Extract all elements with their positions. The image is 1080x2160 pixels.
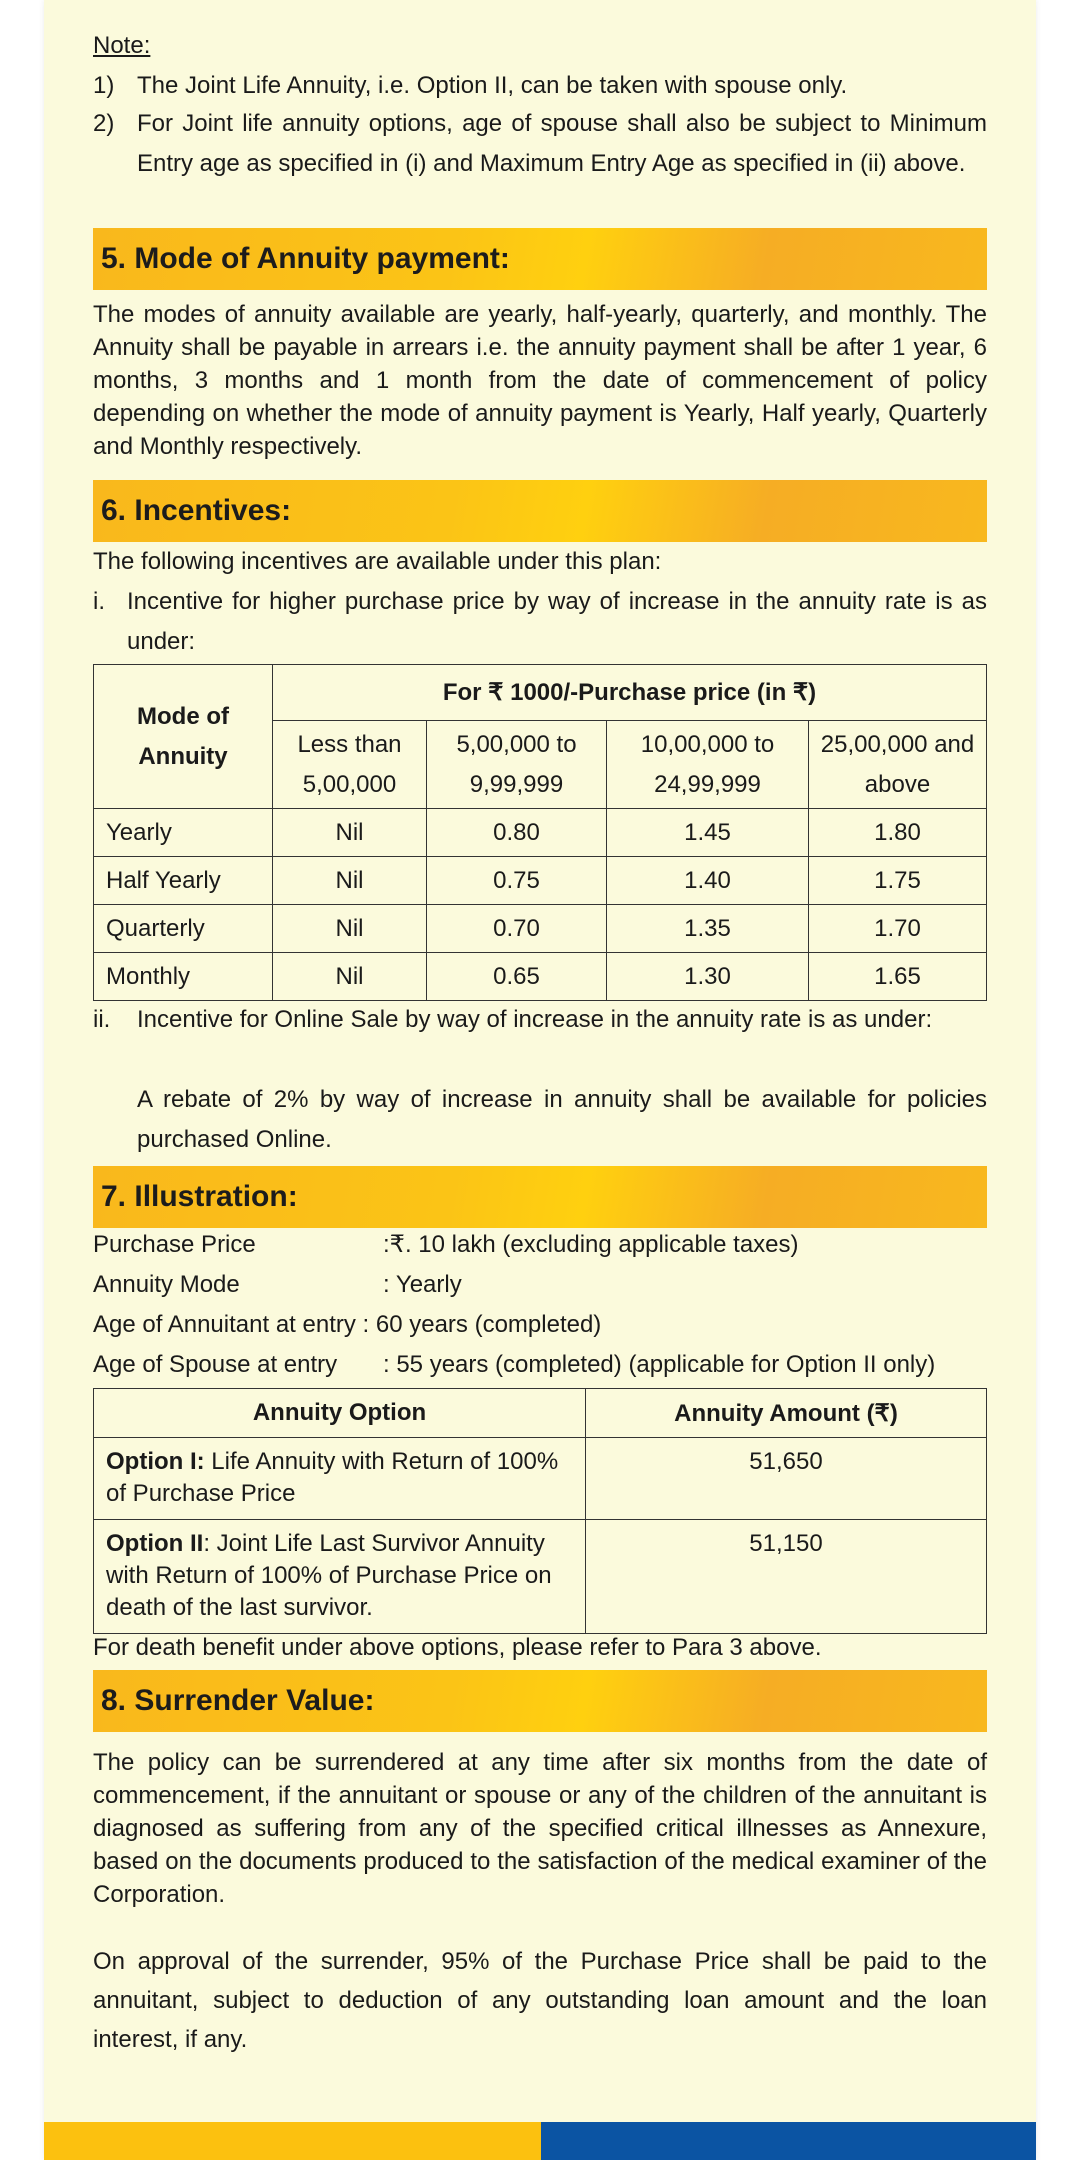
surrender-paragraph-2: On approval of the surrender, 95% of the Purchase Price shall be paid to the annuitant, subject to deduction of any outstanding loan amount and the loan interest, if any. <box>93 1948 987 2053</box>
column-header: 10,00,000 to 24,99,999 <box>607 721 809 809</box>
incentive-item-text: Incentive for higher purchase price by way of increase in the annuity rate is as under: <box>127 588 987 655</box>
illustration-table <box>93 1388 987 1634</box>
table-row <box>94 857 987 905</box>
section-5-heading: 5. Mode of Annuity payment: <box>101 242 510 275</box>
incentive-item-text: Incentive for Online Sale by way of increase in the annuity rate is as under: <box>137 1006 933 1033</box>
table-cell: Nil <box>273 905 427 953</box>
column-header: 25,00,000 and above <box>809 721 987 809</box>
table-cell: 1.35 <box>607 905 809 953</box>
table-cell: 0.75 <box>427 857 607 905</box>
table-cell: Nil <box>273 857 427 905</box>
illustration-field <box>93 1345 935 1385</box>
table-cell: 0.65 <box>427 953 607 1001</box>
table-row <box>94 953 987 1001</box>
field-label: Purchase Price <box>93 1231 256 1258</box>
illustration-field <box>93 1225 799 1265</box>
row-mode: Monthly <box>94 953 273 1001</box>
table-row <box>94 1520 987 1634</box>
incentive-item-number: i. <box>93 588 105 615</box>
table-row <box>94 1438 987 1520</box>
field-value: : 55 years (completed) (applicable for Option II only) <box>383 1351 936 1378</box>
annuity-option-header: Annuity Option <box>94 1389 586 1438</box>
section-5-body: The modes of annuity available are yearly, half-yearly, quarterly, and monthly. The Annuity shall be payable in arrears i.e. the annuity payment shall be after 1 year, 6 months, 3 months and 1 month from the date of commencement of policy depending on whether the mode of annuity payment is Yearly, Half yearly, Quarterly and Monthly respectively. <box>93 301 987 460</box>
note-item-text: The Joint Life Annuity, i.e. Option II, can be taken with spouse only. <box>137 72 848 99</box>
document-page <box>44 0 1036 2160</box>
table-cell: 1.75 <box>809 857 987 905</box>
incentive-table <box>93 664 987 1001</box>
field-label: Age of Spouse at entry <box>93 1351 338 1378</box>
section-6-heading: 6. Incentives: <box>101 494 292 527</box>
table-cell: 1.80 <box>809 809 987 857</box>
option-label: Option II <box>106 1530 204 1557</box>
annuity-option-cell <box>94 1438 586 1520</box>
table-row <box>94 809 987 857</box>
note-item-number: 2) <box>93 110 115 137</box>
table-cell: 0.70 <box>427 905 607 953</box>
incentive-item-number: ii. <box>93 1006 111 1033</box>
field-value: : 60 years (completed) <box>362 1311 602 1338</box>
row-mode: Quarterly <box>94 905 273 953</box>
annuity-amount-header: Annuity Amount (₹) <box>586 1389 987 1438</box>
option-description: : Joint Life Last Survivor Annuity with Return of 100% of Purchase Price on death of the last survivor. <box>106 1530 552 1621</box>
table-cell: 1.30 <box>607 953 809 1001</box>
section-6-intro: The following incentives are available under this plan: <box>93 548 662 575</box>
illustration-field <box>93 1265 462 1305</box>
note-item-number: 1) <box>93 72 115 99</box>
section-8-banner <box>93 1670 987 1732</box>
section-6-banner <box>93 480 987 542</box>
table-cell: 1.45 <box>607 809 809 857</box>
table-cell: Nil <box>273 953 427 1001</box>
table-cell: Nil <box>273 809 427 857</box>
note-item-text: For Joint life annuity options, age of spouse shall also be subject to Minimum Entry age as specified in (i) and Maximum Entry Age as specified in (ii) above. <box>137 110 987 177</box>
footer-blue-bar <box>541 2122 1036 2160</box>
table-cell: 1.40 <box>607 857 809 905</box>
online-rebate-text: A rebate of 2% by way of increase in annuity shall be available for policies purchased Online. <box>137 1086 987 1153</box>
field-label: Annuity Mode <box>93 1271 240 1298</box>
table-cell: 1.65 <box>809 953 987 1001</box>
annuity-amount-cell: 51,150 <box>586 1520 987 1634</box>
section-5-banner <box>93 228 987 290</box>
row-mode: Yearly <box>94 809 273 857</box>
table-row <box>94 905 987 953</box>
illustration-footnote: For death benefit under above options, please refer to Para 3 above. <box>93 1634 822 1661</box>
option-label: Option I: <box>106 1448 205 1475</box>
surrender-paragraph-1: The policy can be surrendered at any time after six months from the date of commencement, if the annuitant or spouse or any of the children of the annuitant is diagnosed as suffering from any of the specified critical illnesses as Annexure, based on the documents produced to the satisfaction of the medical examiner of the Corporation. <box>93 1749 987 1908</box>
column-header: Less than 5,00,000 <box>273 721 427 809</box>
mode-of-annuity-header: Mode of Annuity <box>94 665 273 809</box>
purchase-price-group-header: For ₹ 1000/-Purchase price (in ₹) <box>273 665 987 721</box>
row-mode: Half Yearly <box>94 857 273 905</box>
table-cell: 1.70 <box>809 905 987 953</box>
illustration-field <box>93 1305 601 1345</box>
field-value: :₹. 10 lakh (excluding applicable taxes) <box>383 1231 799 1258</box>
table-cell: 0.80 <box>427 809 607 857</box>
annuity-option-cell <box>94 1520 586 1634</box>
section-7-heading: 7. Illustration: <box>101 1180 298 1213</box>
option-description: Life Annuity with Return of 100% of Purchase Price <box>106 1448 559 1507</box>
section-7-banner <box>93 1166 987 1228</box>
footer-yellow-bar <box>44 2122 541 2160</box>
field-label: Age of Annuitant at entry <box>93 1311 356 1338</box>
column-header: 5,00,000 to 9,99,999 <box>427 721 607 809</box>
section-8-heading: 8. Surrender Value: <box>101 1684 375 1717</box>
note-title: Note: <box>93 32 151 59</box>
field-value: : Yearly <box>383 1271 462 1298</box>
annuity-amount-cell: 51,650 <box>586 1438 987 1520</box>
